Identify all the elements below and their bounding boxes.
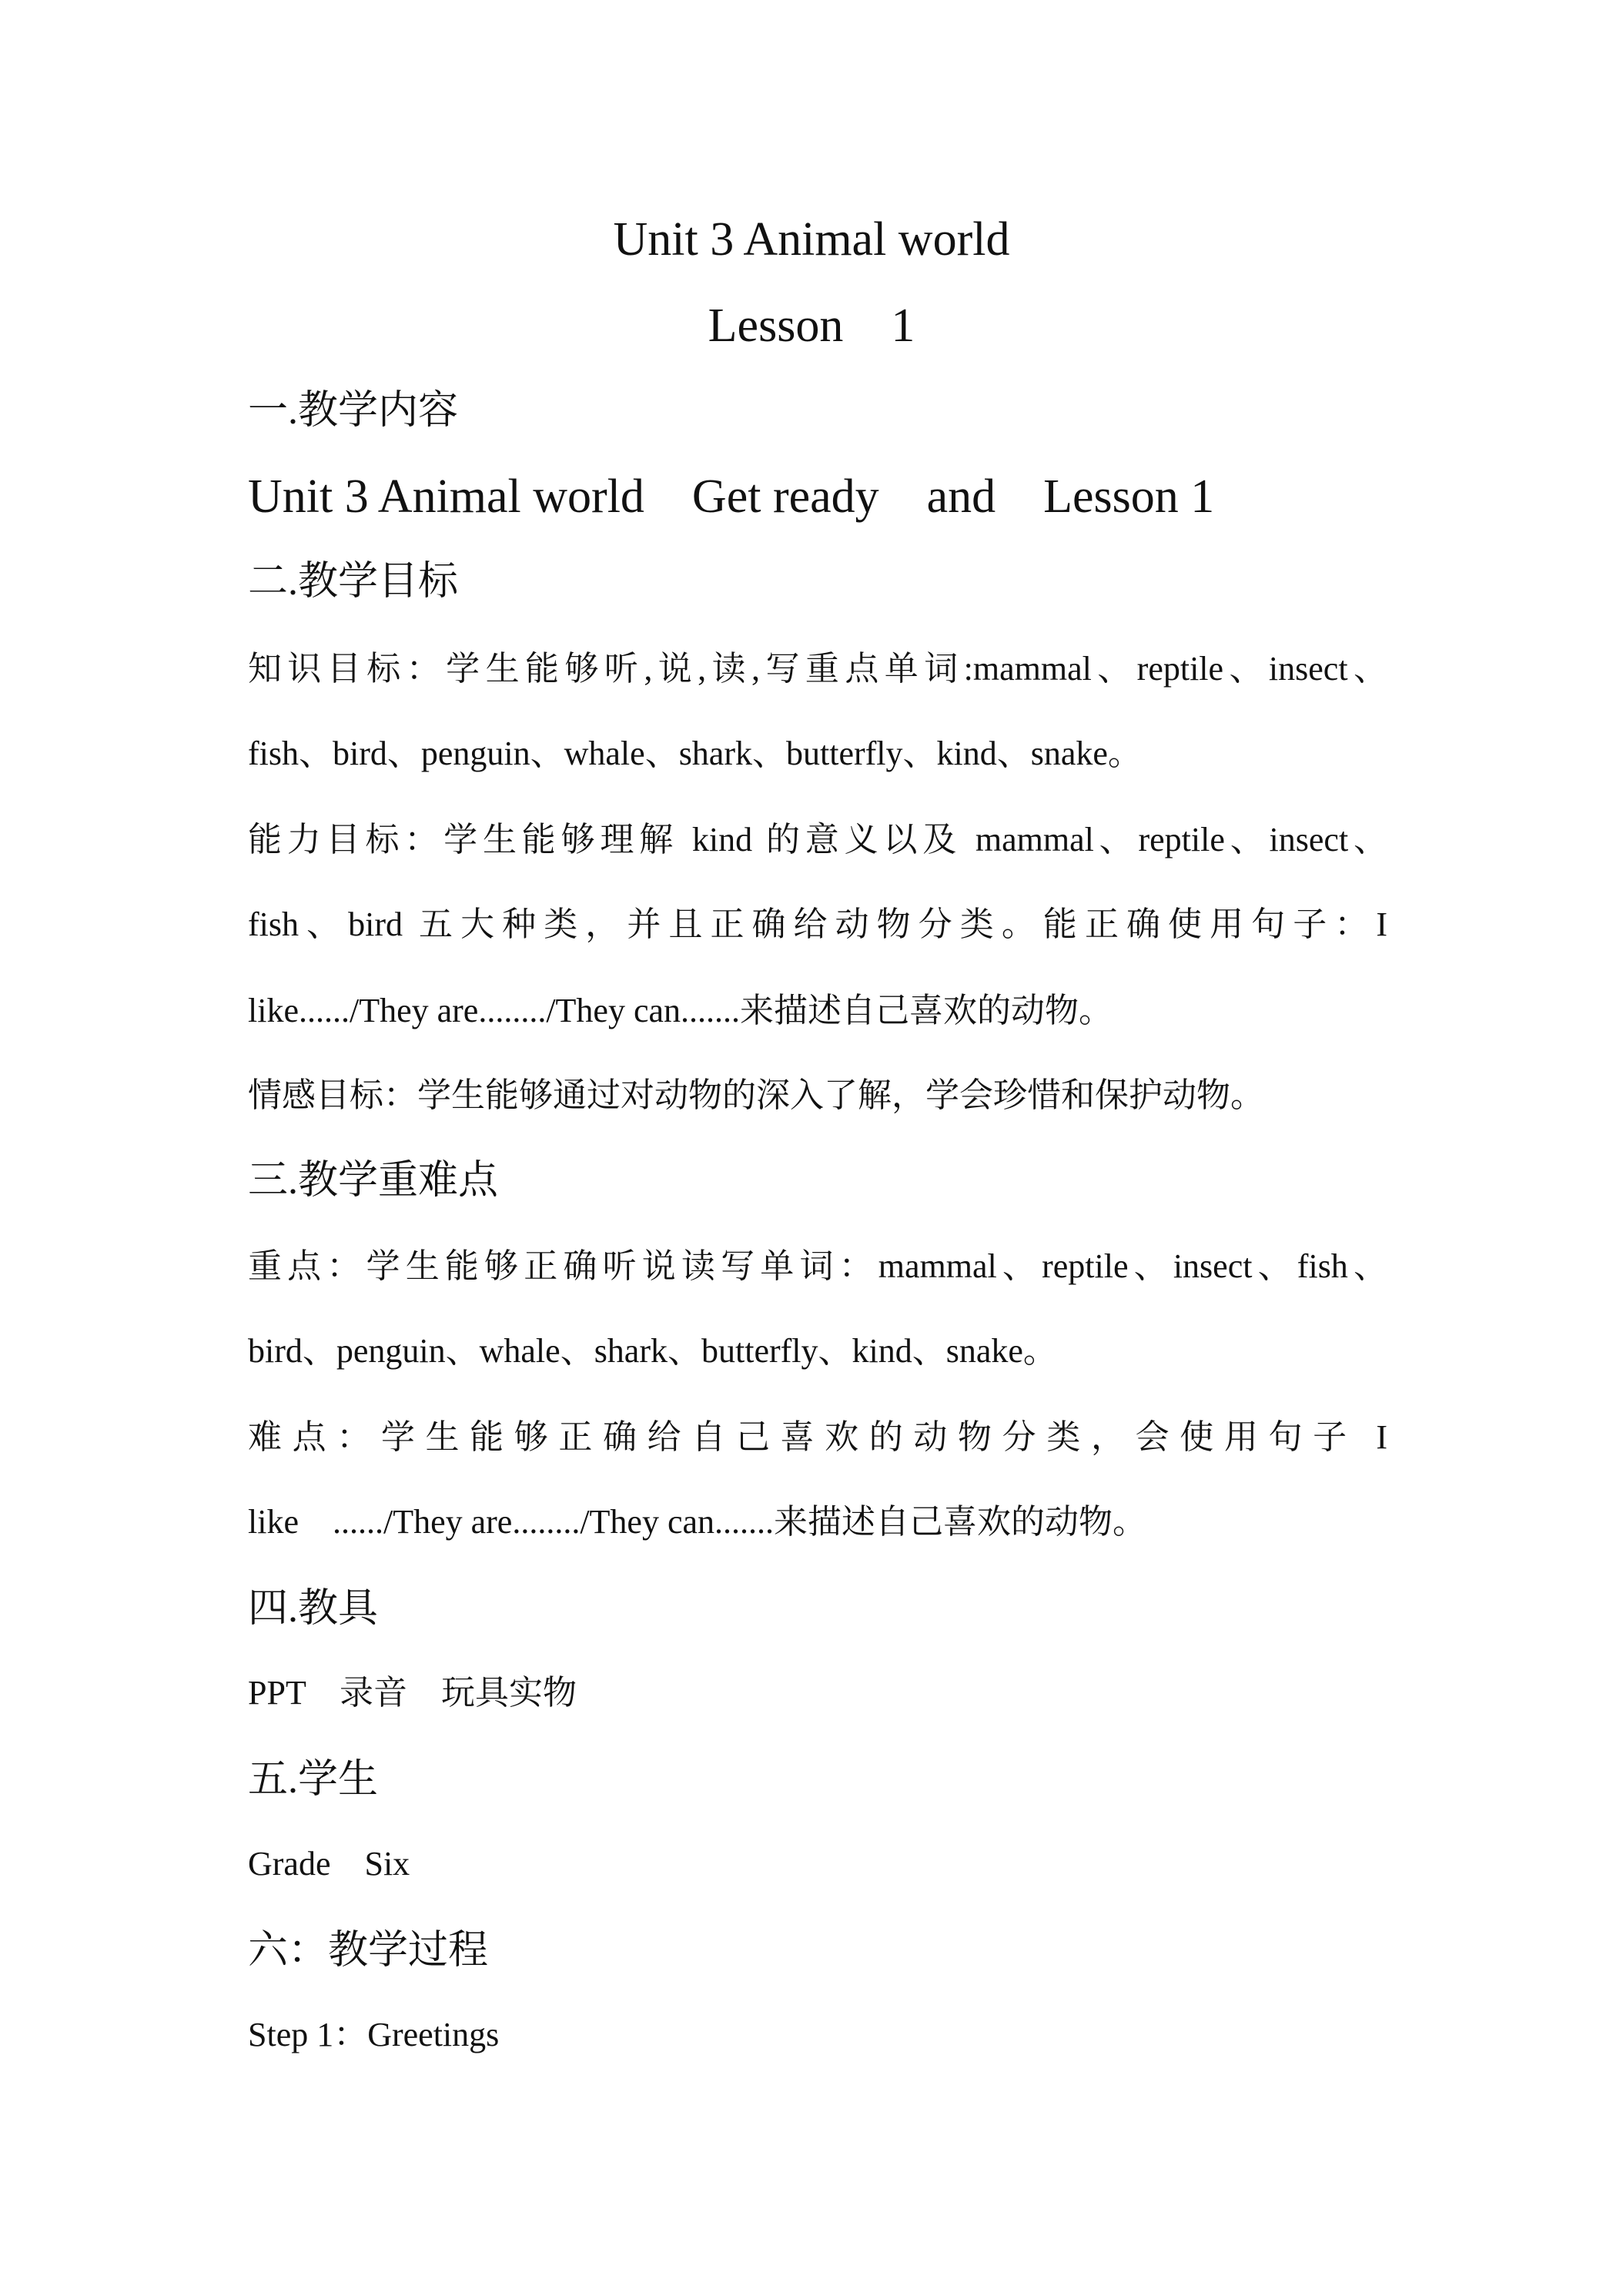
- difficult-point-line-1: 难点：学生能够正确给自己喜欢的动物分类，会使用句子 I: [248, 1418, 1387, 1456]
- lesson-content: Unit 3 Animal world Get ready and Lesson 1: [248, 470, 1215, 523]
- teaching-aids: PPT 录音 玩具实物: [248, 1674, 577, 1712]
- key-point-line-1: 重点：学生能够正确听说读写单词：mammal、reptile、insect、fish、: [248, 1247, 1387, 1285]
- section-heading-objectives: 二.教学目标: [248, 560, 459, 604]
- section-heading-students: 五.学生: [248, 1758, 379, 1802]
- key-point-line-2: bird、penguin、whale、shark、butterfly、kind、snake。: [248, 1332, 1057, 1370]
- emotion-objective-line: 情感目标：学生能够通过对动物的深入了解，学会珍惜和保护动物。: [248, 1076, 1264, 1114]
- document-subtitle: Lesson 1: [708, 300, 915, 352]
- section-heading-content: 一.教学内容: [248, 389, 459, 433]
- section-heading-teaching-aids: 四.教具: [248, 1587, 379, 1631]
- section-heading-key-points: 三.教学重难点: [248, 1159, 499, 1203]
- difficult-point-line-2: like ....../They are......../They can.......来描述自己喜欢的动物。: [248, 1503, 1147, 1541]
- section-heading-teaching-process: 六：教学过程: [248, 1929, 489, 1973]
- ability-objective-line-2: fish、bird 五大种类，并且正确给动物分类。能正确使用句子：I: [248, 905, 1387, 943]
- ability-objective-line-3: like....../They are......../They can.......来描述自己喜欢的动物。: [248, 992, 1113, 1029]
- knowledge-objective-line-2: fish、bird、penguin、whale、shark、butterfly、kind、snake。: [248, 735, 1142, 772]
- knowledge-objective-line-1: 知识目标：学生能够听,说,读,写重点单词:mammal、reptile、insect、: [248, 650, 1387, 688]
- document-title: Unit 3 Animal world: [613, 213, 1010, 266]
- students-grade: Grade Six: [248, 1845, 410, 1883]
- ability-objective-line-1: 能力目标：学生能够理解 kind 的意义以及 mammal、reptile、insect、: [248, 821, 1387, 858]
- step-1-greetings: Step 1：Greetings: [248, 2016, 500, 2053]
